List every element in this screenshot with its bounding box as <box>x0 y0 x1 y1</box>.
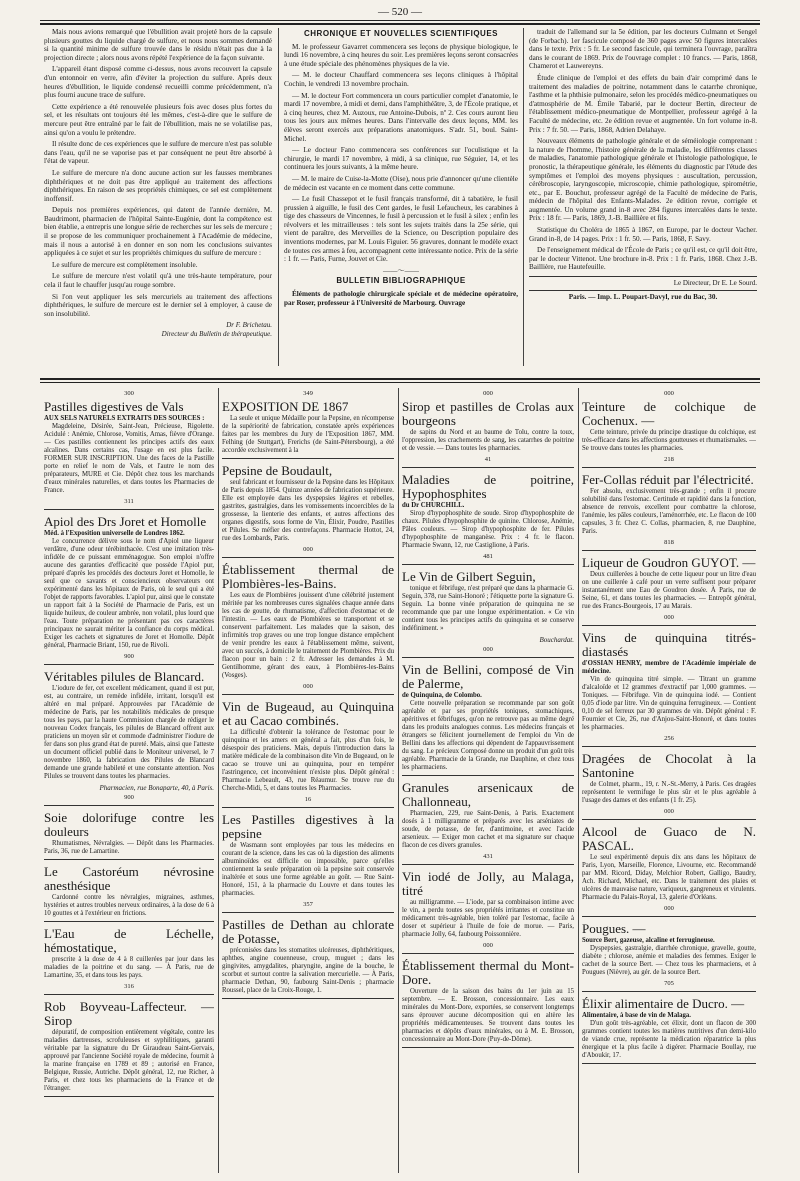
bulletin-text: Éléments de pathologie chirurgicale spéciale et de médecine opératoire, par Roser, professeur à l'Université de Marbourg. Ouvrage <box>284 290 518 307</box>
ad-title: Véritables pilules de Blancard. <box>44 669 205 684</box>
ad-separator <box>402 953 574 954</box>
ad-separator <box>582 991 756 992</box>
ad-subtitle: du Dr CHURCHILL. <box>402 502 465 509</box>
ad-reference-number: 000 <box>483 646 493 653</box>
article-body <box>44 28 272 318</box>
ad-reference-number: 218 <box>664 456 674 463</box>
paragraph: Mais nous avions remarqué que l'ébullition avait projeté hors de la capsule plusieurs gouttes du liquide chargé de sulfure, et nous nous sommes demandé si la quantité minime de sulfure trouvée dans le résidu n'était pas due à la projection directe ; alors nous avons répété l'expérience de la façon suivante. <box>44 28 272 62</box>
ad-number: 000 <box>483 390 493 397</box>
paragraph: M. le professeur Gavarret commencera ses leçons de physique biologique, le lundi 16 novembre, à cinq heures du soir. Les premières leçons seront consacrées à une étude spéciale des phénomènes physiques de la vie. <box>284 42 518 68</box>
advertisement <box>402 390 574 468</box>
ad-title: Établissement thermal de Plombières-les-Bains. <box>222 562 394 591</box>
ad-text: Le concurrence délivre sous le nom d'Apiol une liqueur verdâtre, d'une odeur térébinthacée. C'est une imitation très-infidèle de ce puissant emménagogue. Son emploi n'offre aucune des garanties d'efficacité que possède l'Apiol pur, préparé d'après les procédés des docteurs Joret et Homolle, le seul que ce savants et consciencieux observateurs ont expérimenté dans les hôpitaux de Paris, où le seul qui a été l'objet de rapports favorables. L'apiol pur, ainsi que le constate un rapport fait à la Société de Pharmacie de Paris, est un liquide huileux, de couleur ambrée, non volatil, plus lourd que l'eau. Toute préparation ne présentant pas ces caractères principaux ne saurait mériter la confiance du corps médical. Exiger les cachets et signatures de Joret et Homolle. Dépôt général, Pharmacie Briant, 150, rue de Rivoli. <box>44 538 214 649</box>
ad-separator <box>582 746 756 747</box>
director-line: Le Directeur, Dr E. Le Sourd. <box>673 279 757 288</box>
chronicle-title: CHRONIQUE ET NOUVELLES SCIENTIFIQUES <box>303 29 498 38</box>
advertisement <box>44 865 214 922</box>
advertisement <box>44 927 214 995</box>
ads-column-3 <box>402 388 574 1173</box>
ad-title: Vins de quinquina titrés-diastasés <box>582 630 756 659</box>
ad-separator <box>44 859 214 860</box>
page-number: — 520 — <box>378 6 422 18</box>
advertisement <box>222 918 394 999</box>
ad-reference-number: 900 <box>124 794 134 801</box>
ad-separator <box>582 1063 756 1064</box>
advertisement <box>222 390 394 459</box>
ad-separator <box>222 807 394 808</box>
bibliography-column <box>529 28 757 363</box>
paragraph: Le sulfure de mercure est complètement insoluble. <box>52 260 198 269</box>
ad-reference-number: 357 <box>303 901 313 908</box>
ad-reference-number: 818 <box>664 539 674 546</box>
ad-separator <box>44 805 214 806</box>
column-divider <box>218 388 219 1173</box>
advertisement <box>402 473 574 565</box>
ad-reference-number: 000 <box>303 546 313 553</box>
ads-column-2 <box>222 388 394 1173</box>
ad-title: Dragées de Chocolat à la Santonine <box>582 751 756 780</box>
ad-separator <box>402 864 574 865</box>
paragraph: Le sulfure de mercure n'a donc aucune action sur les fausses membranes diphthériques et ne doit pas être appliqué au traitement des affections diphthériques. En raison de ses propriétés chimiques, ce sel est complètement inoffensif. <box>44 168 272 203</box>
advertisement <box>582 390 756 468</box>
ad-text: Cette teinture, privée du principe drastique du colchique, est très-efficace dans les affections goutteuses et rhumatismales. — Se trouve dans toutes les pharmacies. <box>582 429 756 452</box>
bibliography-body <box>529 28 757 272</box>
ad-title: Le Vin de Gilbert Seguin, <box>402 569 536 584</box>
ad-text: Cette nouvelle préparation se recommande par son goût agréable et par ses propriétés toniques, stomachiques, apéritives et fébrifuges, qu'on ne retrouve pas au même degré dans les produits analogues connus. Les médecins français et étrangers se félicitent journellement de l'emploi du Vin de Bellini dans les affections qui dépendent de l'appauvrissement du sang. Le précieux Composé donne un produit d'un goût très agréable. Pharmacie de la Grande, rue Dauphine, et chez tous les pharmaciens. <box>402 700 574 771</box>
ad-title: Pepsine de Boudault, <box>222 463 333 478</box>
ad-text: Cardonné contre les névralgies, migraines, asthmes, hystéries et autres troubles nerveux ordinaires, à la dose de 6 à 10 gouttes et à l'extérieur en frictions. <box>44 894 214 917</box>
ad-title: Élixir alimentaire de Ducro. — <box>582 996 745 1011</box>
paragraph: — Le fusil Chassepot et le fusil français transformé, dit à tabatière, le fusil prussien à aiguille, le fusil des Cent gardes, le fusil Lefaucheux, les carabines à tige des chasseurs de Vincennes, le fusil à percussion et le fusil à silex ; enfin les révolvers et les mitrailleuses : tels sont les sujets traités dans la 25e série, qui vient de paraître, des Merveilles de la Science, ou Description populaire des inventions modernes, par M. Louis Figuier. 56 gravures, donnant le modèle exact de toutes ces armes à feu, accompagnent cette intéressante notice. Prix de la série : 1 fr. — Paris, Furne, Jouvet et Cie. <box>284 195 518 264</box>
paragraph: Étude clinique de l'emploi et des effets du bain d'air comprimé dans le traitement des maladies de poitrine, notamment dans le catarrhe chronique, l'asthme et la phthisie pulmonaire, selon les procédés médico-pneumatiques ou d'atmosphérie de M. Émile Tabarié, par le docteur Bertin, directeur de l'établissement médico-pneumatique de Montpellier, professeur agrégé à la Faculté de médecine, etc. 2e édition revue et augmentée. Un fort volume in-8. Prix : 7 fr. 50. — Paris, 1868, Adrien Delahaye. <box>529 73 757 134</box>
paragraph: — Le docteur Fano commencera ses conférences sur l'oculistique et la chirurgie, le mardi 17 novembre, à midi, à sa clinique, rue Séguier, 14, et les continuera les jours suivants, à la même heure. <box>284 146 518 172</box>
ad-subtitle: AUX SELS NATURELS EXTRAITS DES SOURCES : <box>44 415 205 422</box>
ad-separator <box>402 564 574 565</box>
column-divider <box>578 388 579 1173</box>
ads-column-1 <box>44 388 214 1173</box>
advertisement <box>582 556 756 626</box>
ad-number: 349 <box>303 390 313 397</box>
ad-text: L'iodure de fer, cet excellent médicament, quand il est pur, est, au contraire, un remède infidèle, irritant, lorsqu'il est altéré en mal préparé. Approuvées par l'Académie de médecine de Paris, par les notabilités médicales de presque tous les pays, par la haute Commission chargée de rédiger le nouveau Codex français, les pilules de Blancard offrent aux praticiens un moyen sûr et commode d'administrer l'iodure de fer dans son plus grand état de pureté. Mais, ainsi que l'atteste un document officiel publié dans le Moniteur universel, le 7 novembre 1860, la fabrication des Pilules de Blancard demande une grande habileté et une constante attention. Nos Pilules se trouvent dans toutes les pharmacies. <box>44 685 214 780</box>
ad-text: Dyspepsies, gastralgie, diarrhée chronique, gravelle, goutte, diabète ; chlorose, anémie et maladies des femmes. Exiger le cachet de la source Bert. — Chez tous les pharmaciens, et à Pougues (Nièvre), au gér. de la source Bert. <box>582 945 756 976</box>
ads-column-4 <box>582 388 756 1173</box>
paragraph: L'appareil étant disposé comme ci-dessus, nous avons recouvert la capsule d'un entonnoir en verre, afin d'éviter la projection du sulfure. Après deux heures d'ébullition, le liquide condensé recueilli comme précédemment, n'a plus fourni aucune trace de sulfure. <box>44 65 272 100</box>
ad-text: Vin de quinquina titré simple. — Titrant un gramme d'alcaloïde et 12 grammes d'extractif par 1,000 grammes. — Toniques. — Fébrifuge. Vin de quinquina iodé. — Contient 0,05 d'iode par litre. Vin de quinquina ferrugineux. — Contient 0,10 de sel ferreux par 30 grammes de vin. Dépôt général : F. Fournier et Cie, 26, rue d'Anjou-Saint-Honoré, et dans toutes les pharmacies. <box>582 676 756 731</box>
ad-text: Pharmacien, 229, rue Saint-Denis, à Paris. Exactement dosés à 1 milligramme et préparés avec les arséniates de soude, de potasse, de fer, d'antimoine, et avec l'acide arsenieux. — Exiger mon cachet et ma signature sur chaque flacon de ces divers granules. <box>402 810 574 849</box>
ad-text: de Wasmann sont employées par tous les médecins en courant de la science, dans les cas où la digestion des aliments albuminoïdes est difficile ou impossible, parce qu'elles contiennent la seule préparation où la pepsine soit conservée inaltérée et sous une forme agréable au goût. — Rue Saint-Honoré, 151, à la pharmacie du Louvre et dans toutes les pharmacies. <box>222 842 394 897</box>
ad-subtitle: d'OSSIAN HENRY, membre de l'Académie impériale de médecine. <box>582 660 756 675</box>
advertisement <box>44 811 214 860</box>
ad-text: La seule et unique Médaille pour la Pepsine, en récompense de la supériorité de fabrication, constatée après expériences faites par les membres du Jury de l'Exposition 1867, MM. Felhing (de Stuttgart), Frerichs (de Saint-Pétersbourg), a été accordée exclusivement à la <box>222 415 394 454</box>
advertisement <box>44 670 214 806</box>
column-divider <box>523 28 524 366</box>
ad-separator <box>402 657 574 658</box>
ad-subtitle: Méd. à l'Exposition universelle de Londres 1862. <box>44 530 185 537</box>
advertisement <box>222 563 394 695</box>
ad-title: Granules arsenicaux de Challonneau, <box>402 780 574 809</box>
ad-title: Pougues. — <box>582 921 646 936</box>
ad-text: Fer absolu, exclusivement très-grande ; enfin il procure solubilité dans l'estomac. Certitude et rapidité dans la fonction, absence de renvois, excellent pour combattre la chlorose, l'anémie, les pâles couleurs, l'aménorrhée, etc. Le flacon de 100 capsules, 3 fr. Chez C. Collas, pharmacien, 8, rue Dauphine, Paris. <box>582 488 756 535</box>
advertisement <box>582 752 756 820</box>
ad-separator <box>222 557 394 558</box>
ad-title: Vin de Bellini, composé de Vin de Palerme, <box>402 662 574 691</box>
advertisement <box>222 464 394 558</box>
ad-title: Rob Boyveau-Laffecteur. — Sirop <box>44 999 214 1028</box>
ad-title: Établissement thermal du Mont-Dore. <box>402 958 574 987</box>
advertisement <box>402 663 574 776</box>
chronicle-column <box>284 28 518 363</box>
ad-title: Soie dolorifuge contre les douleurs <box>44 810 214 839</box>
ad-subtitle: de Quinquina, de Colombo. <box>402 692 482 699</box>
ad-separator <box>44 664 214 665</box>
ad-reference-number: 000 <box>664 808 674 815</box>
ad-separator <box>402 467 574 468</box>
ad-text: Ouverture de la saison des bains du 1er juin au 15 septembre. — E. Brosson, concessionnaire. Les eaux minérales du Mont-Dore, exportées, se conservent longtemps sans éprouver aucune décomposition qui en altère les propriétés médicamenteuses. Se trouvent dans toutes les pharmacies et dépôts d'eaux minérales, ou à M. E. Brosson, concessionnaire au Mont-Dore (Puy-de-Dôme). <box>402 988 574 1043</box>
advertisement <box>582 825 756 917</box>
ad-separator <box>582 625 756 626</box>
ad-number: 000 <box>664 390 674 397</box>
paragraph: Nouveaux éléments de pathologie générale et de séméiologie comprenant : la nature de l'homme, l'histoire générale de la maladie, les différentes classes de maladies, l'anatomie pathologique générale et l'histologie pathologique, le pronostic, la thérapeutique générale, les éléments du diagnostic par l'étude des symptômes et l'emploi des moyens physiques : auscultation, percussion, cérébroscopie, laryngoscopie, microscopie, chimie pathologique, spirométrie, etc., par E. Bouchut, professeur agrégé de la Faculté de médecine de Paris, médecin de l'hôpital des Enfants-Malades. 2e édition revue, corrigée et augmentée. Un volume grand in-8 avec 284 figures intercalées dans le texte. Prix : 18 fr. — Paris, 1869, J.-B. Baillière et fils. <box>529 137 757 223</box>
ad-title: Vin de Bugeaud, au Quinquina et au Cacao combinés. <box>222 699 394 728</box>
ad-title: EXPOSITION DE 1867 <box>222 399 349 414</box>
ad-reference-number: 000 <box>303 683 313 690</box>
paragraph: — M. le docteur Fort commencera un cours particulier complet d'anatomie, le mardi 17 novembre, à midi et demi, dans l'amphithéâtre, 3, de l'École pratique, et à cinq heures, chez M. Auzoux, rue Antoine-Dubois, nº 2. Ces cours auront lieu tous les jours aux mêmes heures. Dans l'intervalle des deux leçons, MM. les élèves seront exercés aux préparations anatomiques. S'adr. 51, boul. Saint-Michel. <box>284 91 518 143</box>
ad-separator <box>222 694 394 695</box>
ad-text: seul fabricant et fournisseur de la Pepsine dans les Hôpitaux de Paris depuis 1854. Quinze années de fabrication supérieure. Elle est employée dans les dyspepsies légères et rebelles, gastrites, gastralgies, dans les vomissements incoercibles de la grossesse, la lienterie des enfants, et autres affections des organes digestifs, sous forme de Vin, Élixir, Poudre, Pastilles et Pilules. Se méfier des contrefaçons. Pharmacie Hottot, 24, rue des Lombards, Paris. <box>222 479 394 542</box>
ad-separator <box>582 916 756 917</box>
paragraph: Statistique du Choléra de 1865 à 1867, en Europe, par le docteur Vacher. Grand in-8, de 14 pages. Prix : 1 fr. 50. — Paris, 1868, F. Savy. <box>529 226 757 243</box>
printer-line: Paris. — Imp. L. Poupart-Davyl, rue du Bac, 30. <box>568 292 718 301</box>
ad-title: Les Pastilles digestives à la pepsine <box>222 812 394 841</box>
ad-text: La difficulté d'obtenir la tolérance de l'estomac pour le quinquina et les amers en général a fait, plus d'un fois, le désespoir des praticiens. Mais, depuis l'introduction dans la matière médicale de la combinaison dite Vin de Bugeaud, on le cacao se trouve uni au quinquina, pour en tempérer l'astringence, cet inconvénient n'existe plus. Dépôt général : Pharmacie Lebeault, 43, rue Réaumur. Se trouve rue du Cherche-Midi, 5, et dans toutes les Pharmacies. <box>222 729 394 792</box>
section-ornament: ——〜—— <box>383 266 419 275</box>
ad-text: Sirop d'hypophosphite de soude. Sirop d'hypophosphite de chaux. Pilules d'hypophosphite de quinine. Chlorose, Anémie, Pâles couleurs. — Sirop d'hypophosphite de fer. Pilules d'hypophosphite de manganèse. Prix : 4 fr. le flacon. Pharmacie Swann, 12, rue Castiglione, à Paris. <box>402 510 574 549</box>
ad-text: Le seul expérimenté depuis dix ans dans les hôpitaux de Paris, Lyon, Marseille, Florence, Livourne, etc. Recommandé par MM. Ricord, Diday, Melchior Robert, Galligo, Baudry, Ach. Richard, Michael, etc. Dans le traitement des plaies et ulcères de mauvaise nature, variqueux, gangreneux et virulents. Pharmacie du Palais-Royal, 13, galerie d'Orléans. <box>582 854 756 901</box>
paragraph: Il résulte donc de ces expériences que le sulfure de mercure n'est pas soluble dans l'eau, qu'il ne se vaporise pas et par conséquent ne peut être absorbé à l'état de vapeur. <box>44 140 272 166</box>
advertisement <box>582 473 756 551</box>
ad-title: Le Castoréum névrosine anesthésique <box>44 864 214 893</box>
ad-number: 300 <box>124 390 134 397</box>
ad-separator <box>582 819 756 820</box>
chronicle-body <box>284 43 518 264</box>
ad-separator <box>44 509 214 510</box>
ads-top-rule <box>40 378 760 380</box>
ad-reference-number: 41 <box>484 456 492 463</box>
paragraph: traduit de l'allemand sur la 5e édition, par les docteurs Culmann et Sengel (de Forbach). 1er fascicule composé de 360 pages avec 50 figures intercalées dans le texte. Prix : 5 fr. Le second fascicule, qui terminera l'ouvrage, paraîtra dans le courant de 1869. Prix de l'ouvrage complet : 10 francs. — Paris, 1868, Chamerot et Lauwereyns. <box>529 28 757 71</box>
ad-reference-number: 705 <box>664 980 674 987</box>
paragraph: Le sulfure de mercure n'est volatil qu'à une très-haute température, pour cela il faut le chauffer jusqu'au rouge sombre. <box>44 272 272 290</box>
advertisement <box>582 922 756 992</box>
ad-text: au milligramme. — L'iode, par sa combinaison intime avec le vin, a perdu toutes ses propriétés irritantes et constitue un médicament très-agréable, bien toléré par l'estomac, facile à doser et supérieur à l'huile de foie de morue. — Paris, pharmacie Jolly, 64, faubourg Poissonnière. <box>402 899 574 938</box>
advertisement <box>222 813 394 913</box>
ad-signature: Pharmacien, rue Bonaparte, 40, à Paris. <box>99 784 214 792</box>
ad-reference-number: 000 <box>483 942 493 949</box>
paragraph: De l'enseignement médical de l'École de Paris ; ce qu'il est, ce qu'il doit être, par le docteur Vittenot. Une brochure in-8. Prix : 1 fr. Paris, 1868. Chez J.-B. Baillière, rue Hautefeuille. <box>529 246 757 272</box>
ad-text: préconisées dans les stomatites ulcéreuses, diphthéritiques, aphthes, angine couenneuse, croup, muguet ; dans les gingivites, amygdalites, pharyngite, angine de la bouche, le scorbut et surtout contre la salivation mercurielle. — À Paris, pharmacie Dethan, 90, faubourg Saint-Denis ; pharmacie Roussel, place de la Croix-Rouge, 1. <box>222 947 394 994</box>
ad-title: Fer-Collas réduit par l'électricité. <box>582 472 754 487</box>
ad-reference-number: 481 <box>483 553 493 560</box>
ad-text: Rhumatismes, Névralgies. — Dépôt dans les Pharmacies. Paris, 36, rue de Lamartine. <box>44 840 214 855</box>
ad-text: tonique et fébrifuge, n'est préparé que dans la pharmacie G. Seguin, 378, rue Saint-Honoré ; l'étiquette porte la signature G. Seguin. La bonne vinée préparation de quinquina ne se recommande que par une longue expérimentation. « Ce vin contient tous les principes actifs du quinquina et se conserve indéfiniment. » <box>402 585 574 632</box>
ad-separator <box>582 550 756 551</box>
ad-separator <box>222 912 394 913</box>
ad-reference-number: 900 <box>124 653 134 660</box>
ad-text: D'un goût très-agréable, cet élixir, dont un flacon de 300 grammes contient toutes les matières nutritives d'un demi-kilo de viande crue, représente la médication réparatrice la plus énergique et la plus facile à digérer. Pharmacie Boullay, rue d'Aboukir, 17. <box>582 1020 756 1059</box>
ad-reference-number: 431 <box>483 853 493 860</box>
ad-separator <box>402 775 574 776</box>
paragraph: — M. le docteur Chauffard commencera ses leçons cliniques à l'hôpital Cochin, le vendredi 13 novembre prochain. <box>284 71 518 88</box>
ad-title: Vin iodé de Jolly, au Malaga, titré <box>402 869 574 898</box>
ad-separator <box>222 998 394 999</box>
column-divider <box>398 388 399 1173</box>
ad-separator <box>222 458 394 459</box>
bulletin-title: BULLETIN BIBLIOGRAPHIQUE <box>336 276 466 286</box>
header-rule <box>40 20 760 21</box>
advertisement <box>222 700 394 808</box>
paragraph: — M. le maire de Cuise-la-Motte (Oise), nous prie d'annoncer qu'une clientèle de médecin est vacante en ce moment dans cette commune. <box>284 174 518 192</box>
ad-separator <box>44 1096 214 1097</box>
ad-reference-number: 000 <box>664 905 674 912</box>
ad-reference-number: 000 <box>664 614 674 621</box>
paragraph: Depuis nos premières expériences, qui datent de l'année dernière, M. Baudrimont, pharmacien de l'hôpital Sainte-Eugénie, dont la compétence est bien établie, a entrepris une longue série de recherches sur les sels de mercure ; il se propose de les communiquer prochainement à l'Académie de médecine, mais il nous a autorisé à en donner en son nom les conclusions suivantes appliquées à ce sujet et sur les propriétés chimiques du sulfure de mercure : <box>44 206 272 258</box>
ad-title: Alcool de Guaco de N. PASCAL. <box>582 824 756 853</box>
ad-text: Deux cuillerées à bouche de cette liqueur pour un litre d'eau on une cuillerée à café pour un verre suffisent pour préparer instantanément une Eau de Goudron dosée. À Paris, rue de Seine, 61, et dans toutes les pharmacies. — Entrepôt général, rue des Francs-Bourgeois, 17 au Marais. <box>582 571 756 610</box>
advertisement <box>402 781 574 865</box>
ad-title: Liqueur de Goudron GUYOT. — <box>582 555 756 570</box>
ad-text: Les eaux de Plombières jouissent d'une célébrité justement méritée par les nombreuses cures signalées chaque année dans les cas de goutte, de rhumatisme, d'affection d'estomac et de l'intestin. — Les eaux de Plombières se transportent et se conservent parfaitement. Les malades que la saison, des infirmités trop graves ou une trop longue distance empêchent de venir prendre les eaux à l'établissement même, suivent, avec un succès, à domicile le traitement de Plombières. Prix du flacon pour un bain : 2 fr. Adresser les demandes à M. Gentilhomme, gérant des eaux, à Plombières-les-Bains (Vosges). <box>222 592 394 679</box>
column-divider <box>278 28 279 366</box>
ad-reference-number: 256 <box>664 735 674 742</box>
advertisement <box>402 870 574 954</box>
ad-text: Magdeleine, Désirée, Saint-Jean, Précieuse, Rigolette. Acidulé : Anémie, Chlorose, Vomitis, Amas, fièvre d'Orange. — Ces pastilles contiennent les principes actifs des eaux alcalines. Dans certains cas, l'usage en est plus facile. FORMER SUR INSCRIPTION. Une des faces de la Pastille porte en relief le nom de Vals, et l'autre le nom des préparateurs, MURE et Cie. Dépôt chez tous les marchands d'eaux minérales naturelles, et dans toutes les Pharmacies de France. <box>44 423 214 494</box>
ad-reference-number: 311 <box>124 498 134 505</box>
ad-title: Teinture de colchique de Cochenux. — <box>582 399 756 428</box>
paragraph: Cette expérience a été renouvelée plusieurs fois avec doses plus fortes du sel, et les résultats ont toujours été les mêmes, c'est-à-dire que le sulfure de mercure peut être entraîné par le fait de l'ébullition, mais ne se volatilise pas, ainsi qu'on a voulu le prétendre. <box>44 102 272 137</box>
article-column-left <box>44 28 272 363</box>
paragraph: Si l'on veut appliquer les sels mercuriels au traitement des affections diphthériques, le sulfure de mercure est le dernier sel à employer, à cause de son insolubilité. <box>44 292 272 318</box>
ad-signature: Bouchardat. <box>539 636 574 644</box>
ad-title: Maladies de poitrine, Hypophosphites <box>402 472 574 501</box>
advertisement <box>582 631 756 747</box>
advertisement <box>44 390 214 510</box>
ad-text: de Colmet, pharm., 19, r. N.-St.-Merry, à Paris. Ces dragées représentent le vermifuge le plus sûr et le plus agréable à l'usage des dames et des enfants (1 fr. 25). <box>582 781 756 804</box>
ad-title: Apiol des Drs Joret et Homolle <box>44 514 207 529</box>
advertisement <box>44 515 214 665</box>
ad-title: Sirop et pastilles de Crolas aux bourgeons <box>402 399 574 428</box>
ad-reference-number: 16 <box>304 796 312 803</box>
advertisement <box>582 997 756 1064</box>
article-signature: Dr F. Brichetau. <box>226 321 272 330</box>
ads-top-rule-thin <box>40 382 760 383</box>
ad-text: prescrite à la dose de 4 à 8 cuillerées par jour dans les maladies de la poitrine et du sang. — À Paris, rue de Lamartine, 35, et dans tous les pays. <box>44 956 214 979</box>
ad-separator <box>44 994 214 995</box>
ad-reference-number: 316 <box>124 983 134 990</box>
advertisement <box>402 570 574 658</box>
article-signature-title: Directeur du Bulletin de thérapeutique. <box>161 330 272 338</box>
header-rule-thick <box>40 23 760 25</box>
ad-separator <box>402 1047 574 1048</box>
advertisement <box>402 959 574 1048</box>
ad-separator <box>44 921 214 922</box>
ad-title: Pastilles de Dethan au chlorate de Potasse, <box>222 917 394 946</box>
ad-title: Pastilles digestives de Vals <box>44 399 184 414</box>
ad-text: de sapins du Nord et au baume de Tolu, contre la toux, l'oppression, les crachements de sang, les catarrhes de poitrine et de vessie. — Dans toutes les pharmacies. <box>402 429 574 452</box>
advertisement <box>44 1000 214 1097</box>
ad-separator <box>582 467 756 468</box>
ad-text: dépuratif, de composition entièrement végétale, contre les maladies dartreuses, scrofuleuses et syphilitiques, garanti véritable par la signature du Dr Giraudeau Saint-Gervais, approuvé par l'ancienne Société royale de médecine, fournit à la marine française en 1789 et 89 ; autorisé en France, Belgique, Russie, Autriche. Dépôt général, 12, rue Richer, à Paris, et chez tous les pharmaciens de la France et de l'étranger. <box>44 1029 214 1092</box>
ad-subtitle: Alimentaire, à base de vin de Malaga. <box>582 1012 691 1019</box>
ad-title: L'Eau de Léchelle, hémostatique, <box>44 926 214 955</box>
ad-subtitle: Source Bert, gazeuse, alcaline et ferrugineuse. <box>582 937 715 944</box>
